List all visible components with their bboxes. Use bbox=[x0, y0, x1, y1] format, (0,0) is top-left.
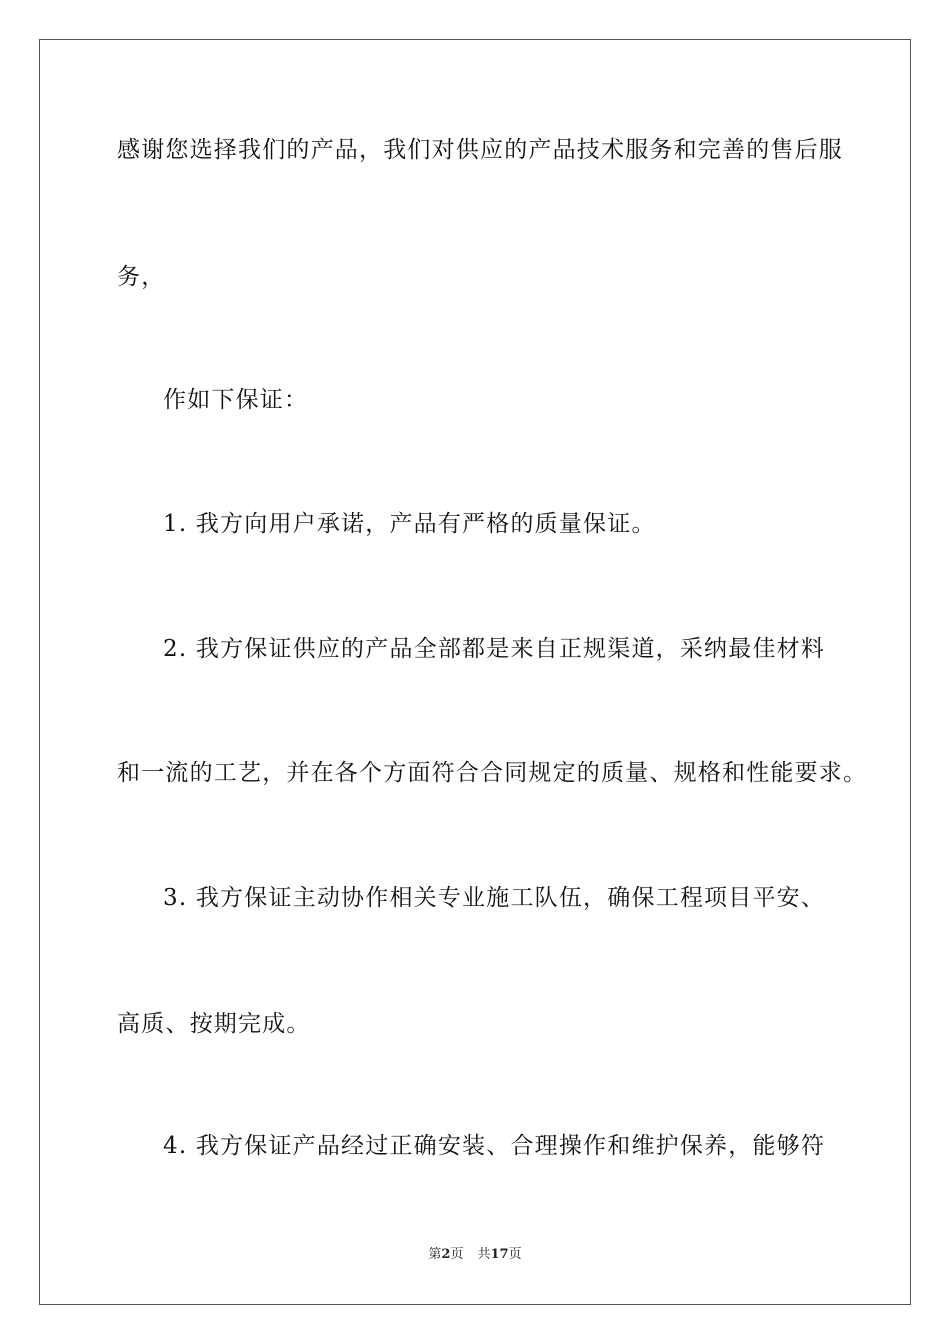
page-suffix: 页 bbox=[450, 1247, 464, 1262]
total-suffix: 页 bbox=[508, 1247, 522, 1262]
page-number: 2 bbox=[441, 1247, 451, 1262]
paragraph-line: 务， bbox=[117, 264, 166, 290]
list-item-1: 1. 我方向用户承诺，产品有严格的质量保证。 bbox=[163, 511, 656, 537]
list-item-4: 4. 我方保证产品经过正确安装、合理操作和维护保养，能够符 bbox=[163, 1133, 826, 1159]
page-footer bbox=[0, 1246, 950, 1264]
list-item-2: 2. 我方保证供应的产品全部都是来自正规渠道，采纳最佳材料 bbox=[163, 636, 826, 662]
list-item-2-continued: 和一流的工艺，并在各个方面符合合同规定的质量、规格和性能要求。 bbox=[117, 760, 868, 786]
list-item-3-continued: 高质、按期完成。 bbox=[117, 1011, 311, 1037]
list-item-3: 3. 我方保证主动协作相关专业施工队伍，确保工程项目平安、 bbox=[163, 885, 826, 911]
total-prefix: 共 bbox=[477, 1247, 491, 1262]
total-pages: 17 bbox=[490, 1247, 509, 1262]
paragraph-line: 感谢您选择我们的产品，我们对供应的产品技术服务和完善的售后服 bbox=[117, 137, 843, 163]
page-prefix: 第 bbox=[428, 1247, 442, 1262]
paragraph-line: 作如下保证： bbox=[163, 387, 309, 413]
page-border bbox=[39, 39, 911, 1305]
